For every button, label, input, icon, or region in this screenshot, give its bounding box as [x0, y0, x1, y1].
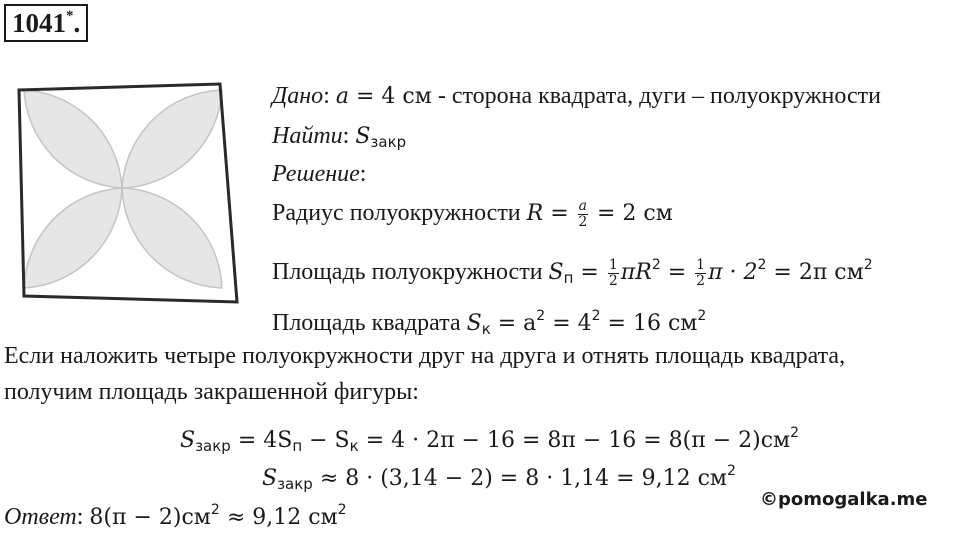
explanation-line-1: Если наложить четыре полуокружности друг на друга и отнять площадь квадрата, [4, 343, 846, 369]
petal-bottom-right [122, 188, 222, 288]
radius-line: Радиус полуокружности R = $\frac{a}{2}$ = 2 см [272, 197, 673, 230]
watermark: ©pomogalka.me [760, 489, 928, 510]
square-figure [10, 76, 246, 310]
semicircle-area-line: Площадь полуокружности $S_п$ = $\frac{1}{2}$ $\pi R^2$ = $\frac{1}{2}$ $\pi \cdot 2^2 = 2\pi$ $см^2$ [272, 256, 873, 289]
solution-label: Решение: [272, 161, 367, 187]
petal-top-left [24, 90, 122, 188]
given-line: Дано: a = 4 см - сторона квадрата, дуги – полуокружности [272, 83, 881, 109]
radius-fraction: $\frac{a}{2}$ [578, 197, 588, 230]
shaded-petals [24, 90, 222, 288]
answer-line: Ответ: $8(\pi - 2)см^2 \approx 9,12$ $см^2$ [4, 502, 347, 530]
petal-top-right [122, 90, 222, 188]
explanation-line-2: получим площадь закрашенной фигуры: [4, 379, 419, 405]
problem-number: 1041*. [4, 4, 88, 42]
formula-2: $S_{закр} \approx 8 \cdot (3,14 - 2) = 8 \cdot 1,14 = 9,12$ $см^2$ [262, 463, 736, 493]
petal-bottom-left [24, 188, 122, 288]
square-area-line: Площадь квадрата $S_к = a^2 = 4^2 = 16$ $см^2$ [272, 308, 707, 338]
find-line: Найти: $S_{закр}$ [272, 123, 407, 151]
formula-1: $S_{закр} = 4S_п - S_к = 4 \cdot 2\pi - 16 = 8\pi - 16 = 8(\pi - 2)см^2$ [180, 425, 800, 455]
